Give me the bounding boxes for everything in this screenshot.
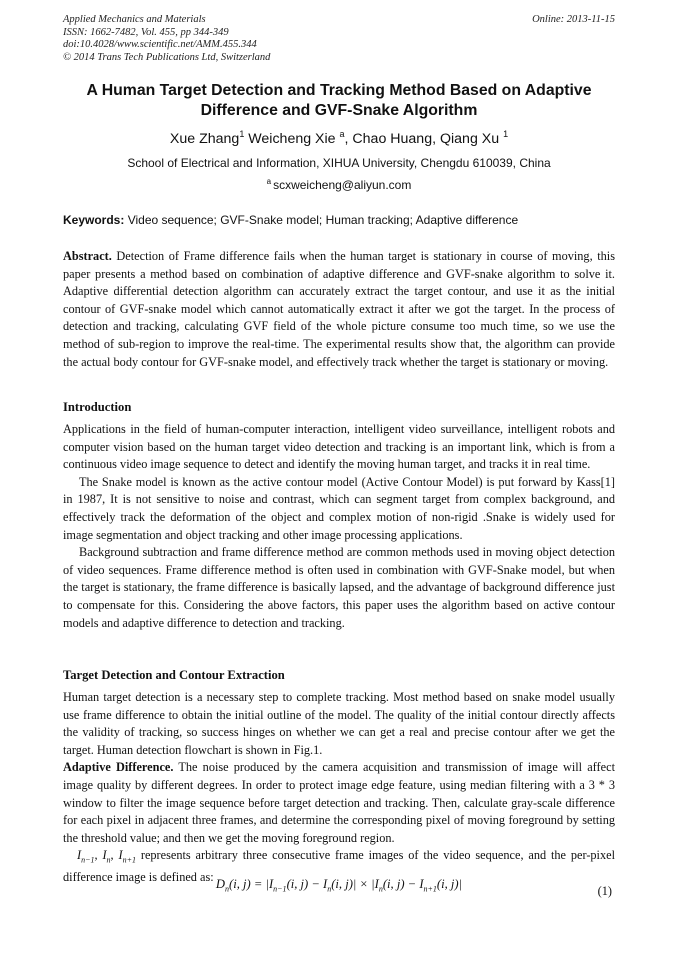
online-date: Online: 2013-11-15: [532, 14, 615, 25]
frame-symbols: $I_{n-1}$, $I_n$, $I_{n+1}$: [77, 848, 136, 865]
author-sup: 1: [503, 129, 509, 139]
title-line-1: A Human Target Detection and Tracking Method Based on Adaptive: [86, 82, 592, 99]
journal-header: [63, 14, 270, 64]
issn-line: ISSN: 1662-7482, Vol. 455, pp 344-349: [63, 26, 229, 38]
section-detection-body: [63, 689, 615, 887]
equation-number: (1): [597, 884, 612, 898]
keywords-label: Keywords:: [63, 213, 125, 227]
introduction-body: [63, 421, 615, 632]
author-name: Xue Zhang: [169, 131, 240, 147]
keywords: [63, 213, 615, 227]
paragraph: Human target detection is a necessary step to complete tracking. Most method based on snake model usually use frame difference to obtain the initial outline of the model. The quality of the initial contour directly affects the validity of tracking, so success hinges on whether we can get a real and precise contour after we get the target. Human detection flowchart is shown in Fig.1.: [63, 690, 615, 757]
title-line-2: Difference and GVF-Snake Algorithm: [200, 102, 478, 119]
email-address[interactable]: scxweicheng@aliyun.com: [273, 178, 412, 192]
paragraph-text: The noise produced by the camera acquisition and transmission of image will affect image quality by different degrees. In order to protect image edge feature, using median filtering with a 3 * 3 window to filter the image sequence before target detection and tracking. Then, calculate gray-scale difference for each pixel in adjacent three frames, and determine the corresponding pixel of moving foreground by setting the threshold value; and then we get the moving foreground region.: [63, 760, 615, 845]
email-sup: a: [266, 177, 272, 186]
paragraph: Background subtraction and frame difference method are common methods used in moving object detection of video sequences. Frame difference method is often used in combination with GVF-Snake model, but when the target is stationary, the frame difference is basically lapsed, and the advantage of background difference just to compensate for this. Considering the above factors, this paper uses the algorithm based on active contour models and adaptive difference to detection and tracking.: [63, 545, 615, 630]
author-name: Qiang Xu: [439, 131, 500, 147]
doi-line[interactable]: doi:10.4028/www.scientific.net/AMM.455.344: [63, 39, 257, 51]
affiliation: School of Electrical and Information, XIHUA University, Chengdu 610039, China: [127, 156, 551, 170]
abstract-label: Abstract.: [63, 249, 112, 263]
author-name: Weicheng Xie: [248, 131, 336, 147]
author-list: Xue Zhang$^1$ Weicheng Xie $^a$, Chao Huang, Qiang Xu $^1$: [169, 129, 509, 147]
journal-name: Applied Mechanics and Materials: [63, 14, 206, 25]
paragraph-text: represents arbitrary three consecutive frame images of the video sequence, and the per-pixel difference image is defined as:: [63, 848, 615, 885]
paragraph: Applications in the field of human-computer interaction, intelligent video surveillance, intelligent robots and computer vision based on the human target video detection and tracking is an important link, which is from a continuous video image sequence to detect and identify the moving human target, and tracks it in real time.: [63, 422, 615, 472]
paragraph: The Snake model is known as the active contour model (Active Contour Model) is put forward by Kass[1] in 1987, It is not sensitive to noise and contrast, which can segment target from complex background, and effectively track the deformation of the object and complex motion of non-rigid .Snake is widely used for image segmentation and object tracking and other image processing applications.: [63, 474, 615, 542]
keywords-text: Video sequence; GVF-Snake model; Human tracking; Adaptive difference: [127, 213, 519, 227]
abstract: [63, 248, 615, 371]
section-heading-detection: Target Detection and Contour Extraction: [63, 668, 285, 682]
introduction-heading: Introduction: [63, 400, 132, 414]
author-name: Chao Huang: [352, 131, 433, 147]
equation-1: $D_n(i$, $j) = |I_{n-1}(i$, $j) - I_n(i$, $j)| \times |I_n(i$, $j) - I_{n+1}(i$, j)|: [215, 877, 463, 894]
author-sup: a: [339, 129, 345, 139]
author-email: [60, 177, 618, 192]
paper-title: [60, 81, 618, 121]
run-in-heading: Adaptive Difference.: [63, 760, 174, 775]
abstract-text: Detection of Frame difference fails when the human target is stationary in course of moving, this paper presents a method based on combination of adaptive difference and GVF-snake algorithm to solve it. Adaptive differential detection algorithm can accurately extract the target contour, and use it as the initial contour of GVF-snake model which cannot automatically extract it after we got the target. In the process of detection and tracking, calculating GVF field of the whole picture consume too much time, so we use the method of sub-region to improve the real-time. The experimental results show that, the algorithm can provide the actual body contour for GVF-snake model, and effectively track whether the target is stationary or moving.: [63, 249, 615, 369]
copyright-line: © 2014 Trans Tech Publications Ltd, Switzerland: [63, 51, 271, 63]
author-sup: 1: [239, 129, 245, 139]
